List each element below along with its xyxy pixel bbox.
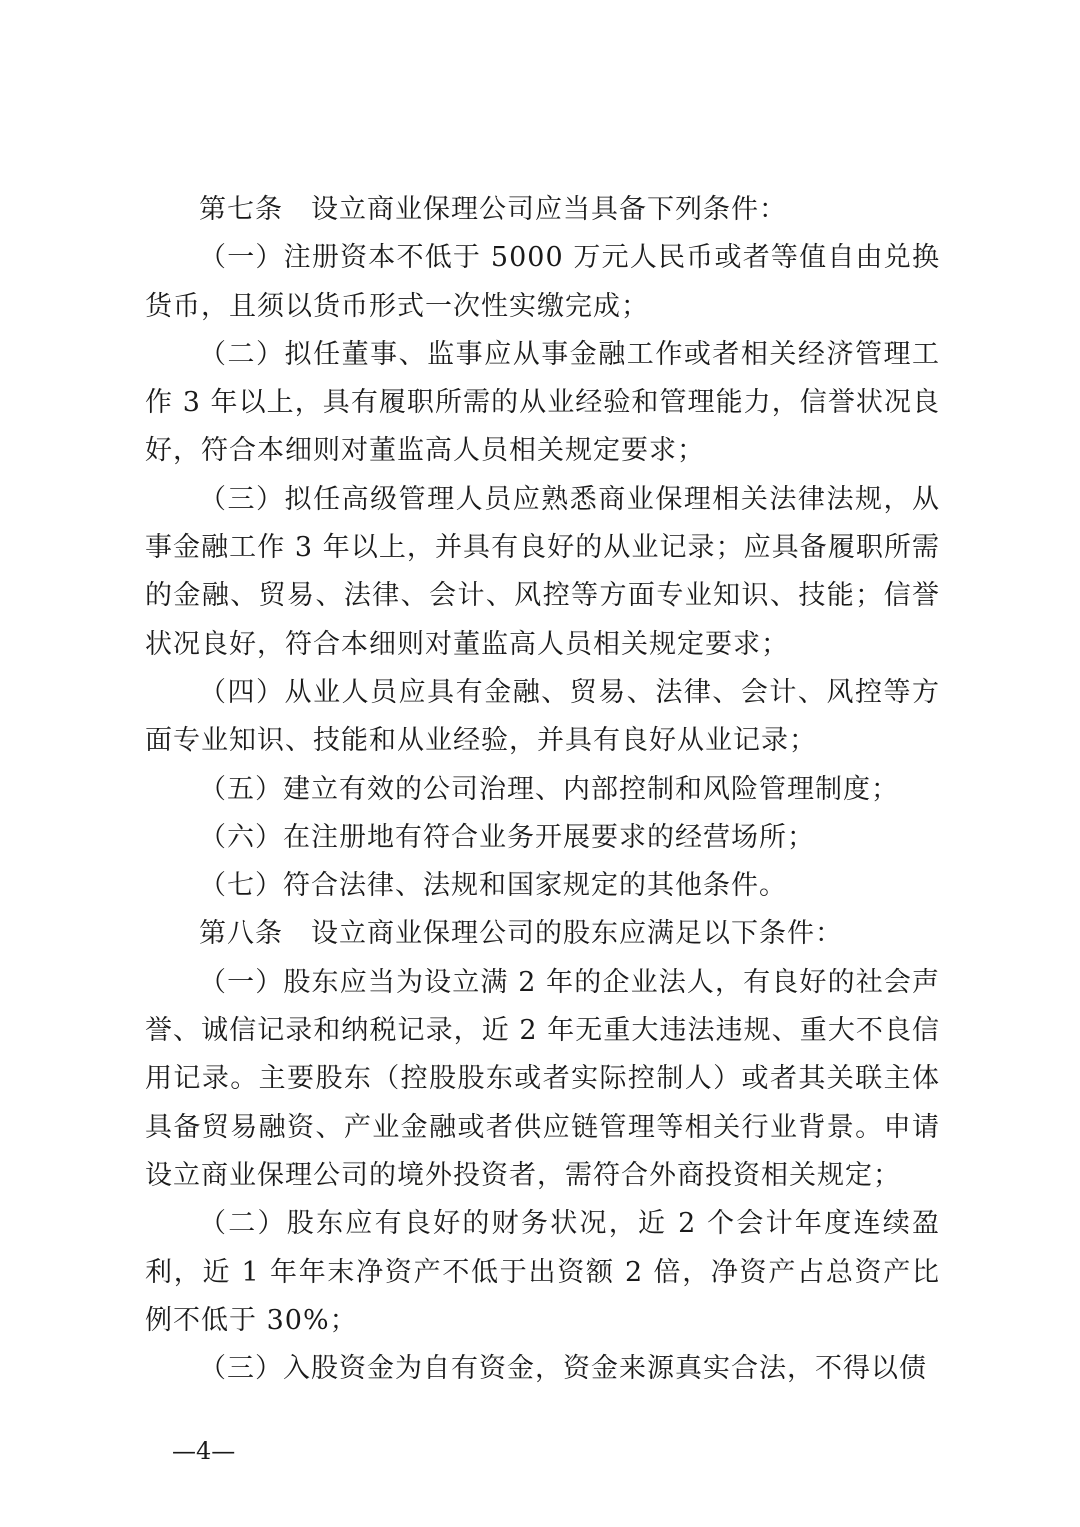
paragraph-text: （四）从业人员应具有金融、贸易、法律、会计、风控等方面专业知识、技能和从业经验，并具有良好从业记录； — [145, 676, 940, 757]
article-7-item-1 — [145, 234, 940, 331]
paragraph-text: （二）股东应有良好的财务状况，近 2 个会计年度连续盈利，近 1 年年末净资产不低于出资额 2 倍，净资产占总资产比例不低于 30%； — [145, 1208, 940, 1336]
article-7-item-5 — [145, 766, 940, 814]
paragraph-text: （七）符合法律、法规和国家规定的其他条件。 — [199, 870, 787, 902]
article-7-item-6 — [145, 814, 940, 862]
article-heading: 第七条 — [199, 194, 283, 225]
paragraph-text: （六）在注册地有符合业务开展要求的经营场所； — [199, 821, 815, 853]
paragraph-text: 设立商业保理公司应当具备下列条件： — [283, 194, 787, 225]
paragraph-text: （一）注册资本不低于 5000 万元人民币或者等值自由兑换货币，且须以货币形式一次性实缴完成； — [145, 242, 940, 322]
article-7-item-3 — [145, 476, 940, 669]
article-7-item-7 — [145, 862, 940, 910]
article-8-item-3 — [145, 1345, 940, 1393]
article-7-item-2 — [145, 331, 940, 476]
paragraph-text: （三）拟任高级管理人员应熟悉商业保理相关法律法规，从事金融工作 3 年以上，并具有良好的从业记录；应具备履职所需的金融、贸易、法律、会计、风控等方面专业知识、技能；信誉状况良好，符合本细则对董监高人员相关规定要求； — [145, 483, 940, 660]
article-8-item-1 — [145, 959, 940, 1200]
paragraph-text: （二）拟任董事、监事应从事金融工作或者相关经济管理工作 3 年以上，具有履职所需的从业经验和管理能力，信誉状况良好，符合本细则对董监高人员相关规定要求； — [145, 338, 940, 467]
document-body — [145, 186, 940, 1393]
paragraph-text: 设立商业保理公司的股东应满足以下条件： — [283, 918, 843, 950]
article-8-intro — [145, 910, 940, 958]
paragraph-text: （三）入股资金为自有资金，资金来源真实合法，不得以债 — [199, 1353, 927, 1385]
article-7-intro — [145, 186, 940, 234]
paragraph-text: （一）股东应当为设立满 2 年的企业法人，有良好的社会声誉、诚信记录和纳税记录，近 2 年无重大违法违规、重大不良信用记录。主要股东（控股股东或者实际控制人）或者其关联主体具备贸易融资、产业金融或者供应链管理等相关行业背景。申请设立商业保理公司的境外投资者，需符合外商投资相关规定； — [145, 966, 940, 1191]
article-heading: 第八条 — [199, 918, 283, 950]
paragraph-text: （五）建立有效的公司治理、内部控制和风险管理制度； — [199, 773, 899, 805]
article-8-item-2 — [145, 1200, 940, 1345]
page-number: —4— — [172, 1437, 236, 1465]
article-7-item-4 — [145, 669, 940, 766]
